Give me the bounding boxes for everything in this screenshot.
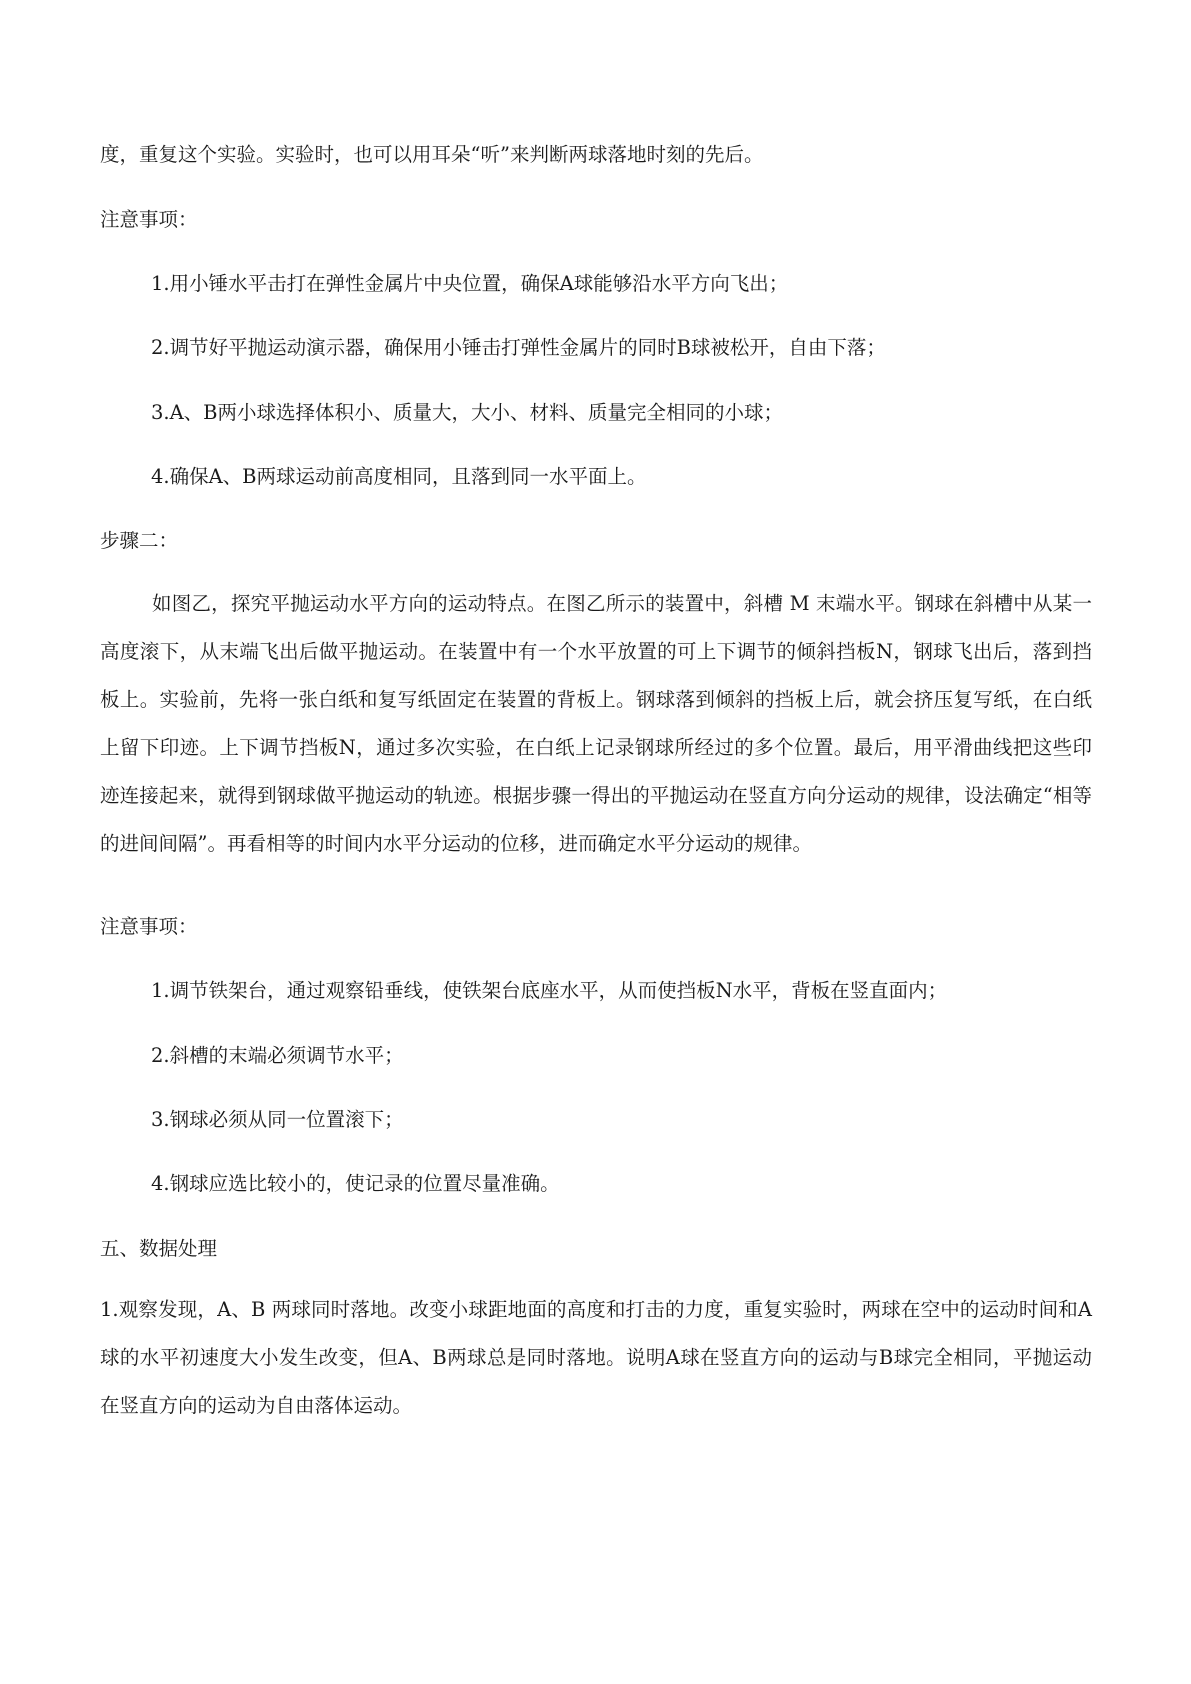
note-item: 1.用小锤水平击打在弹性金属片中央位置，确保A球能够沿水平方向飞出； [151,272,789,295]
data-processing-paragraph: 1.观察发现，A、B 两球同时落地。改变小球距地面的高度和打击的力度，重复实验时，两球在空中的运动时间和A球的水平初速度大小发生改变，但A、B两球总是同时落地。说明A球在竖直方向的运动与B球完全相同，平抛运动在竖直方向的运动为自由落体运动。 [100,1298,1092,1417]
note-item: 3.钢球必须从同一位置滚下； [151,1108,404,1131]
note-item: 2.斜槽的末端必须调节水平； [151,1044,404,1067]
step2-paragraph: 如图乙，探究平抛运动水平方向的运动特点。在图乙所示的装置中，斜槽 M 末端水平。钢球在斜槽中从某一高度滚下，从末端飞出后做平抛运动。在装置中有一个水平放置的可上下调节的倾斜挡板N，钢球飞出后，落到挡板上。实验前，先将一张白纸和复写纸固定在装置的背板上。钢球落到倾斜的挡板上后，就会挤压复写纸，在白纸上留下印迹。上下调节挡板N，通过多次实验，在白纸上记录钢球所经过的多个位置。最后，用平滑曲线把这些印迹连接起来，就得到钢球做平抛运动的轨迹。根据步骤一得出的平抛运动在竖直方向分运动的规律，设法确定“相等的进间间隔”。再看相等的时间内水平分运动的位移，进而确定水平分运动的规律。 [100,592,1092,855]
note-item: 4.确保A、B两球运动前高度相同，且落到同一水平面上。 [151,465,647,488]
step-heading: 步骤二： [100,529,179,552]
note-item: 4.钢球应选比较小的，使记录的位置尽量准确。 [151,1172,560,1195]
note-item: 3.A、B两小球选择体积小、质量大，大小、材料、质量完全相同的小球； [151,401,784,424]
continuation-line: 度，重复这个实验。实验时，也可以用耳朵“听”来判断两球落地时刻的先后。 [100,143,764,166]
note-item: 1.调节铁架台，通过观察铅垂线，使铁架台底座水平，从而使挡板N水平，背板在竖直面内； [151,979,948,1002]
section-heading: 五、数据处理 [100,1237,218,1260]
notes-heading: 注意事项： [100,208,198,231]
note-item: 2.调节好平抛运动演示器，确保用小锤击打弹性金属片的同时B球被松开，自由下落； [151,336,886,359]
notes-heading: 注意事项： [100,915,198,938]
